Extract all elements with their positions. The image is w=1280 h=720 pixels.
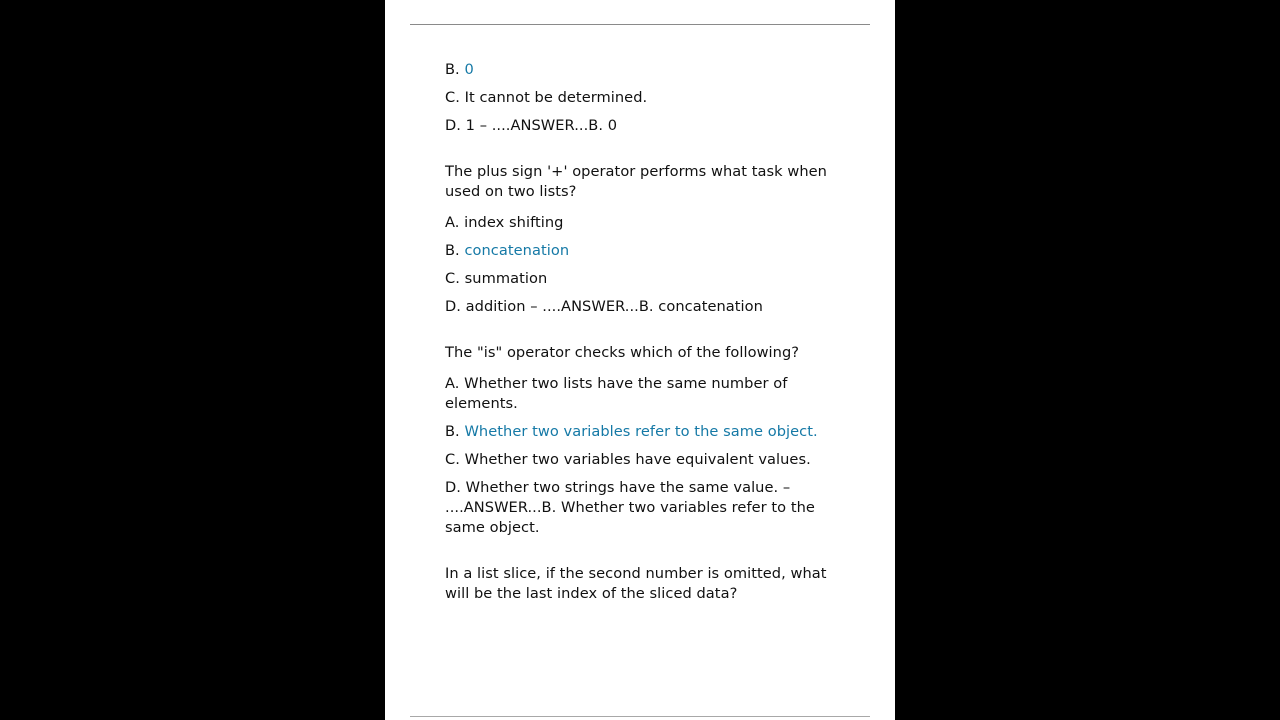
answer-option-text-highlighted: concatenation [464,242,570,259]
question-block [445,564,837,604]
answer-option-prefix: C. [445,451,465,468]
answer-option[interactable] [445,478,837,538]
answer-option-prefix: A. [445,214,465,231]
answer-option-text-highlighted: 0 [464,61,474,78]
answer-option-text-highlighted: Whether two variables refer to the same object. [464,423,818,440]
answer-option[interactable] [445,450,837,470]
answer-option-prefix: D. [445,298,466,315]
answer-option-text: 1 – ....ANSWER...B. 0 [465,117,618,134]
answer-option[interactable] [445,269,837,289]
page-bottom-divider [410,716,870,717]
answer-option-prefix: D. [445,479,466,496]
answer-option-text: addition – ....ANSWER...B. concatenation [465,298,763,315]
answer-option-prefix: C. [445,89,465,106]
question-block [445,343,837,538]
answer-option[interactable] [445,116,837,136]
answer-option-prefix: D. [445,117,466,134]
page-top-divider [410,24,870,25]
answer-option-prefix: B. [445,61,465,78]
answer-option[interactable] [445,213,837,233]
answer-option[interactable] [445,60,837,80]
question-text: In a list slice, if the second number is omitted, what will be the last index of the sliced data? [445,565,827,602]
page-content [445,60,837,615]
question-block [445,60,837,136]
answer-option-text: It cannot be determined. [464,89,648,106]
answer-option-text: Whether two lists have the same number of elements. [445,375,788,412]
answer-option-prefix: B. [445,242,465,259]
answer-option[interactable] [445,422,837,442]
question-text: The plus sign '+' operator performs what task when used on two lists? [445,163,827,200]
answer-option[interactable] [445,241,837,261]
document-page [385,0,895,720]
answer-option-text: summation [464,270,548,287]
answer-option-prefix: B. [445,423,465,440]
answer-option-prefix: A. [445,375,465,392]
answer-option-text: Whether two strings have the same value. – ....ANSWER...B. Whether two variables refer to the same object. [445,479,815,536]
answer-option-prefix: C. [445,270,465,287]
question-text: The "is" operator checks which of the following? [445,344,800,361]
answer-option-text: index shifting [464,214,564,231]
answer-option-text: Whether two variables have equivalent values. [464,451,811,468]
answer-option[interactable] [445,374,837,414]
answer-option[interactable] [445,297,837,317]
question-block [445,162,837,317]
answer-option[interactable] [445,88,837,108]
